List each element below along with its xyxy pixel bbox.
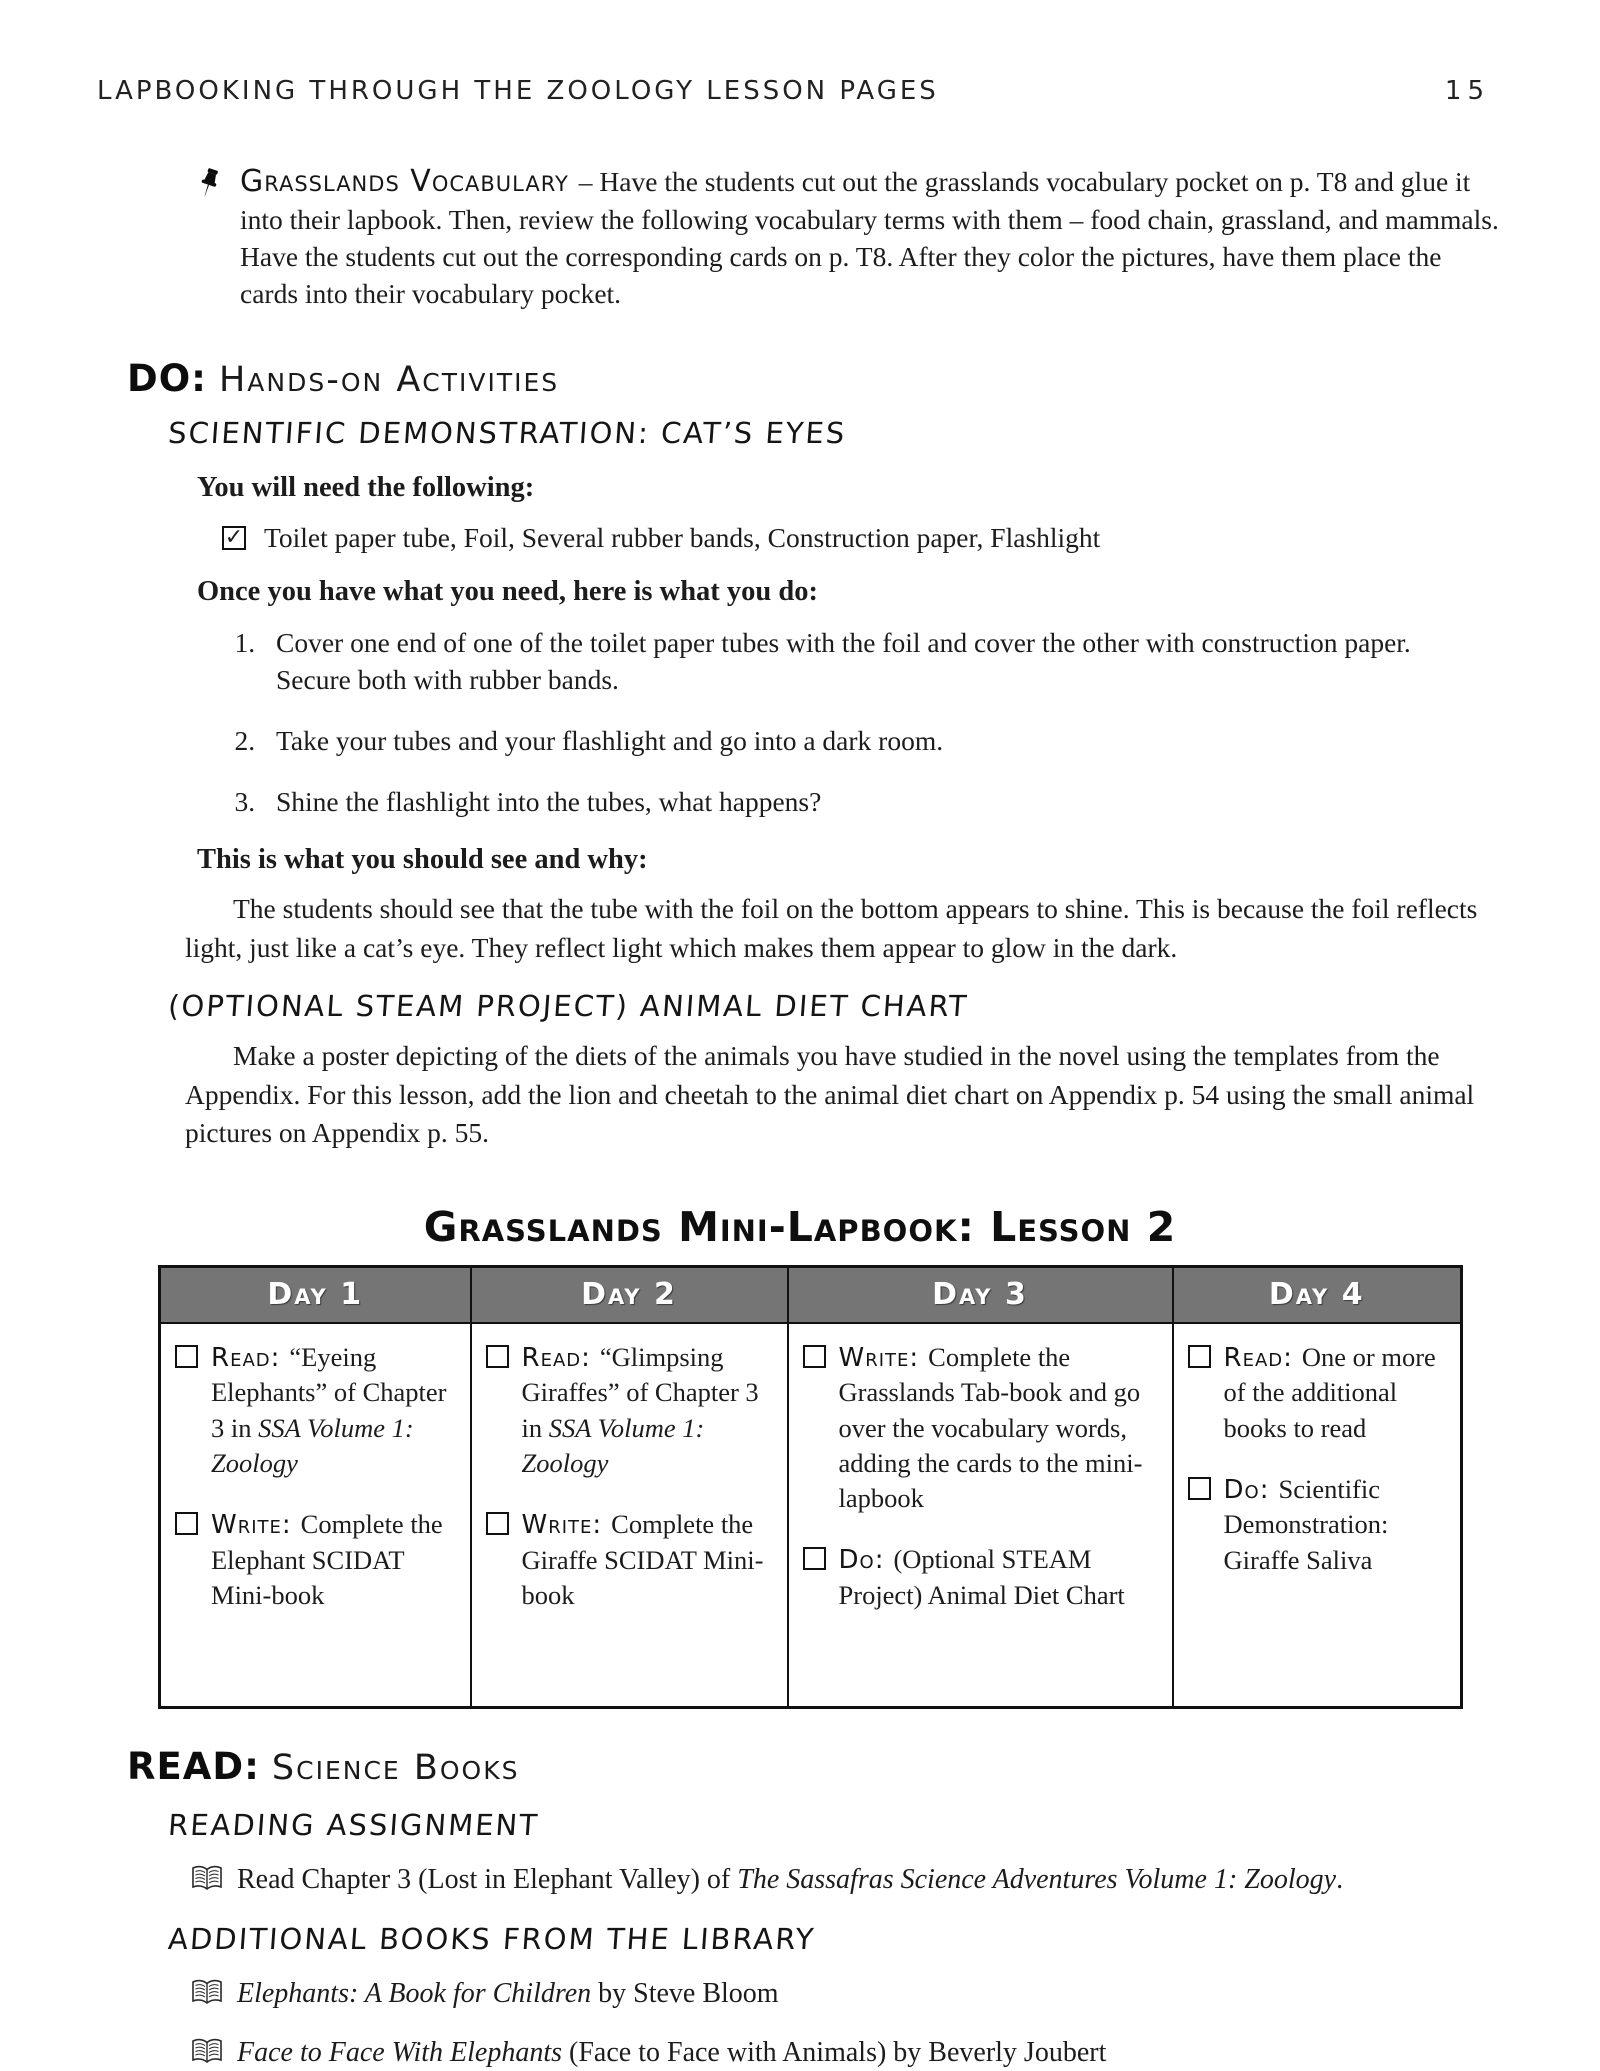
task-text: Complete the Grasslands Tab-book and go over the vocabulary words, adding the cards to the mini-lapbook [838,1341,1143,1513]
task-text: One or more of the additional books to read [1223,1341,1436,1443]
assignment-text: Read Chapter 3 (Lost in Elephant Valley) of [237,1863,738,1895]
library-book-line [190,2035,1600,2071]
book-title: Elephants: A Book for Children [237,1978,592,2010]
day2-cell [471,1323,788,1708]
day1-header: Day 1 [160,1266,471,1323]
book-author: (Face to Face with Animals) by Beverly Joubert [562,2036,1107,2068]
task-text: Complete the Elephant SCIDAT Mini-book [211,1509,443,1610]
task-text: “Eyeing Elephants” of Chapter 3 in [211,1341,447,1443]
vocabulary-text [240,162,1500,313]
task-label: Read: [521,1342,591,1373]
task-text: “Glimpsing Giraffes” of Chapter 3 in [521,1341,759,1443]
task-item [803,1542,1164,1613]
table-header-row [160,1266,1462,1323]
task-item [175,1340,462,1481]
task-label: Write: [838,1342,920,1373]
task-text: Scientific Demonstration: Giraffe Saliva [1223,1473,1389,1575]
open-book-icon [190,1976,224,2006]
lapbook-table [158,1265,1463,1709]
steam-heading: (OPTIONAL STEAM PROJECT) ANIMAL DIET CHART [167,989,970,1024]
checkbox-unchecked[interactable] [175,1345,198,1368]
step-item: 3. Shine the flashlight into the tubes, what happens? [262,783,1456,820]
steps-list [228,624,1490,821]
checkbox-unchecked[interactable] [486,1512,509,1535]
task-label: Write: [521,1510,603,1540]
vocabulary-bullet [196,162,1500,313]
checkbox-unchecked[interactable] [1188,1477,1211,1500]
checkbox-unchecked[interactable] [1188,1345,1211,1368]
checkbox-unchecked[interactable] [486,1345,509,1368]
page-number: 15 [1444,76,1490,106]
step-item: 2. Take your tubes and your flashlight and go into a dark room. [262,722,1456,759]
task-item [803,1340,1164,1517]
result-paragraph: The students should see that the tube with the foil on the bottom appears to shine. This is because the foil reflects light, just like a cat’s eye. They reflect light which makes them appear to glow in the dark. [185,893,1478,963]
task-text-italic: SSA Volume 1: Zoology [211,1412,414,1478]
do-label: DO: [127,356,207,400]
day4-cell [1173,1323,1462,1708]
read-section-heading [127,1745,1600,1788]
materials-list: Toilet paper tube, Foil, Several rubber bands, Construction paper, Flashlight [264,521,1101,553]
task-item [1188,1472,1453,1578]
checkbox-checked[interactable]: ✓ [222,526,246,550]
task-text-italic: SSA Volume 1: Zoology [521,1412,705,1478]
assignment-book-title: The Sassafras Science Adventures Volume 1: Zoology [737,1863,1337,1895]
day4-header: Day 4 [1173,1266,1462,1323]
task-item [486,1507,779,1613]
checkbox-unchecked[interactable] [175,1512,198,1535]
day3-cell [788,1323,1173,1708]
result-label: This is what you should see and why: [197,844,648,876]
page-header [0,0,1600,106]
do-heading: Hands-on Activities [218,359,560,400]
read-label: READ: [127,1744,260,1788]
task-label: Do: [838,1545,885,1576]
book-author: by Steve Bloom [591,1978,779,2010]
library-book-line [190,1976,1600,2012]
do-section-heading [127,357,1600,400]
pushpin-icon [196,162,226,313]
step-item: 1. Cover one end of one of the toilet paper tubes with the foil and cover the other with construction paper. Secure both with rubber bands. [262,624,1456,698]
day2-header: Day 2 [471,1266,788,1323]
read-heading: Science Books [271,1747,520,1788]
task-item [1188,1340,1453,1446]
library-heading: ADDITIONAL BOOKS FROM THE LIBRARY [167,1922,817,1957]
task-label: Write: [211,1510,292,1540]
task-label: Read: [1223,1342,1293,1373]
reading-assignment-line [190,1862,1600,1898]
assignment-text: . [1336,1863,1344,1895]
day3-header: Day 3 [788,1266,1173,1323]
day1-cell [160,1323,471,1708]
need-label: You will need the following: [197,471,535,503]
checkbox-unchecked[interactable] [803,1547,826,1570]
lapbook-title: Grasslands Mini-Lapbook: Lesson 2 [423,1202,1177,1251]
open-book-icon [190,1862,224,1892]
checkbox-unchecked[interactable] [803,1345,826,1368]
open-book-icon [190,2035,224,2065]
task-text: Complete the Giraffe SCIDAT Mini-book [521,1509,764,1610]
task-text: (Optional STEAM Project) Animal Diet Chart [838,1544,1125,1610]
materials-row [222,522,1600,554]
steps-label: Once you have what you need, here is what you do: [197,575,818,607]
task-label: Do: [1223,1474,1270,1505]
demo-heading: SCIENTIFIC DEMONSTRATION: CAT’S EYES [167,415,848,450]
steam-paragraph: Make a poster depicting of the diets of the animals you have studied in the novel using the templates from the Appendix. For this lesson, add the lion and cheetah to the animal diet chart on Appendix p. 54 using the small animal pictures on Appendix p. 55. [185,1040,1475,1149]
task-item [175,1507,462,1613]
book-title: Face to Face With Elephants [237,2036,563,2068]
vocabulary-body: – Have the students cut out the grasslands vocabulary pocket on p. T8 and glue it into their lapbook. Then, review the following vocabulary terms with them – food chain, grassland, and mammals. Have the students cut out the corresponding cards on p. T8. After they color the pictures, have them place the cards into their vocabulary pocket. [240,166,1499,309]
task-item [486,1340,779,1481]
vocabulary-term: Grasslands Vocabulary [240,164,569,199]
reading-assignment-heading: READING ASSIGNMENT [167,1807,541,1842]
running-title: LAPBOOKING THROUGH THE ZOOLOGY LESSON PAGES [97,76,939,106]
task-label: Read: [211,1342,281,1373]
table-body-row [160,1323,1462,1708]
